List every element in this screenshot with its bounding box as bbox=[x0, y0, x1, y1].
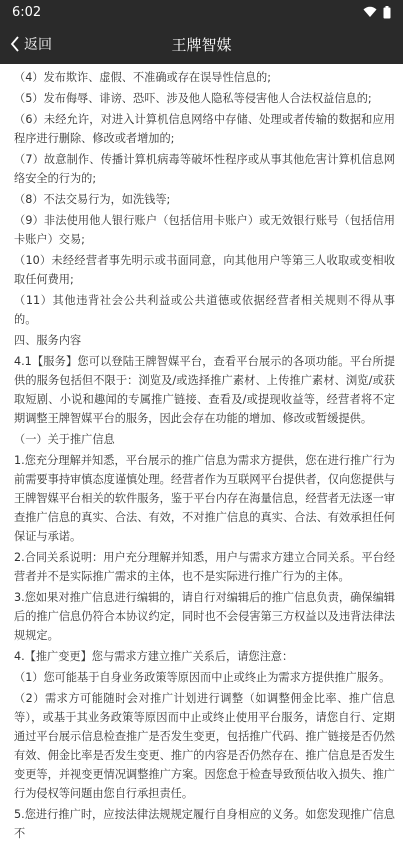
agreement-paragraph: 5.您进行推广时，应按法律法规规定履行自身相应的义务。如您发现推广信息不 bbox=[14, 808, 395, 840]
agreement-paragraph: （8）不法交易行为，如洗钱等; bbox=[14, 193, 171, 206]
back-button[interactable] bbox=[0, 34, 52, 54]
agreement-paragraph: 2.合同关系说明：用户充分理解并知悉，用户与需求方建立合同关系。平台经营者并不是实际推广需求的主体，也不是实际进行推广行为的主体。 bbox=[14, 551, 395, 583]
status-bar bbox=[0, 0, 403, 24]
agreement-paragraph: 4.1【服务】您可以登陆王牌智媒平台，查看平台展示的各项功能。平台所提供的服务包括但不限于：浏览及/或选择推广素材、上传推广素材、浏览/或获取短剧、小说和趣闻的专属推广链接、查看及/或提现收益等，经营者将不定期调整王牌智媒平台的服务，因此会存在功能的增加、修改或暂缓提供。 bbox=[14, 355, 395, 425]
agreement-paragraph: 3.您如果对推广信息进行编辑的，请自行对编辑后的推广信息负责，确保编辑后的推广信息仍符合本协议约定，同时也不会侵害第三方权益以及违背法律法规规定。 bbox=[14, 591, 395, 642]
agreement-paragraph: （4）发布欺诈、虚假、不准确或存在误导性信息的; bbox=[14, 71, 272, 84]
battery-icon bbox=[383, 6, 391, 19]
back-label: 返回 bbox=[24, 37, 52, 53]
chevron-left-icon bbox=[10, 36, 20, 52]
wifi-icon bbox=[363, 6, 377, 18]
agreement-paragraph: （11）其他违背社会公共利益或公共道德或依据经营者相关规则不得从事的。 bbox=[14, 294, 395, 326]
agreement-paragraph: （9）非法使用他人银行账户（包括信用卡账户）或无效银行账号（包括信用卡账户）交易; bbox=[14, 214, 395, 246]
agreement-content[interactable] bbox=[0, 64, 403, 840]
agreement-paragraph: （1）您可能基于自身业务政策等原因而中止或终止为需求方提供推广服务。 bbox=[14, 671, 391, 684]
page-title: 王牌智媒 bbox=[171, 35, 232, 54]
status-time: 6:02 bbox=[12, 4, 42, 20]
status-icons bbox=[363, 6, 391, 19]
nav-bar bbox=[0, 24, 403, 64]
agreement-paragraph: 4.【推广变更】您与需求方建立推广关系后，请您注意： bbox=[14, 650, 294, 663]
agreement-paragraph: （10）未经经营者事先明示或书面同意，向其他用户等第三人收取或变相收取任何费用; bbox=[14, 254, 395, 286]
agreement-paragraph: （6）未经允许，对进入计算机信息网络中存储、处理或者传输的数据和应用程序进行删除、修改或者增加的; bbox=[14, 113, 395, 145]
agreement-paragraph: 1.您充分理解并知悉，平台展示的推广信息为需求方提供，您在进行推广行为前需要事持审慎态度谨慎处理。经营者作为互联网平台提供者，仅向您提供与王牌智媒平台相关的软件服务，鉴于平台内存在海量信息，经营者无法逐一审查推广信息的真实、合法、有效，不对推广信息的真实、合法、有效承担任何保证与承诺。 bbox=[14, 454, 395, 543]
subsection-heading: （一）关于推广信息 bbox=[14, 433, 115, 446]
agreement-paragraph: （2）需求方可能随时会对推广计划进行调整（如调整佣金比率、推广信息等），或基于其业务政策等原因而中止或终止使用平台服务，请您自行、定期通过平台展示信息检查推广是否发生变更，包括推广代码、推广链接是否仍然有效、佣金比率是否发生变更、推广的内容是否仍然存在、推广信息是否发生变更等，并视变更情况调整推广方案。因您怠于检查导致预估收入损失、推广行为侵权等问题由您自行承担责任。 bbox=[14, 692, 395, 800]
agreement-paragraph: （5）发布侮辱、诽谤、恐吓、涉及他人隐私等侵害他人合法权益信息的; bbox=[14, 92, 372, 105]
section-heading: 四、服务内容 bbox=[14, 334, 82, 347]
agreement-paragraph: （7）故意制作、传播计算机病毒等破坏性程序或从事其他危害计算机信息网络安全的行为的; bbox=[14, 153, 395, 185]
